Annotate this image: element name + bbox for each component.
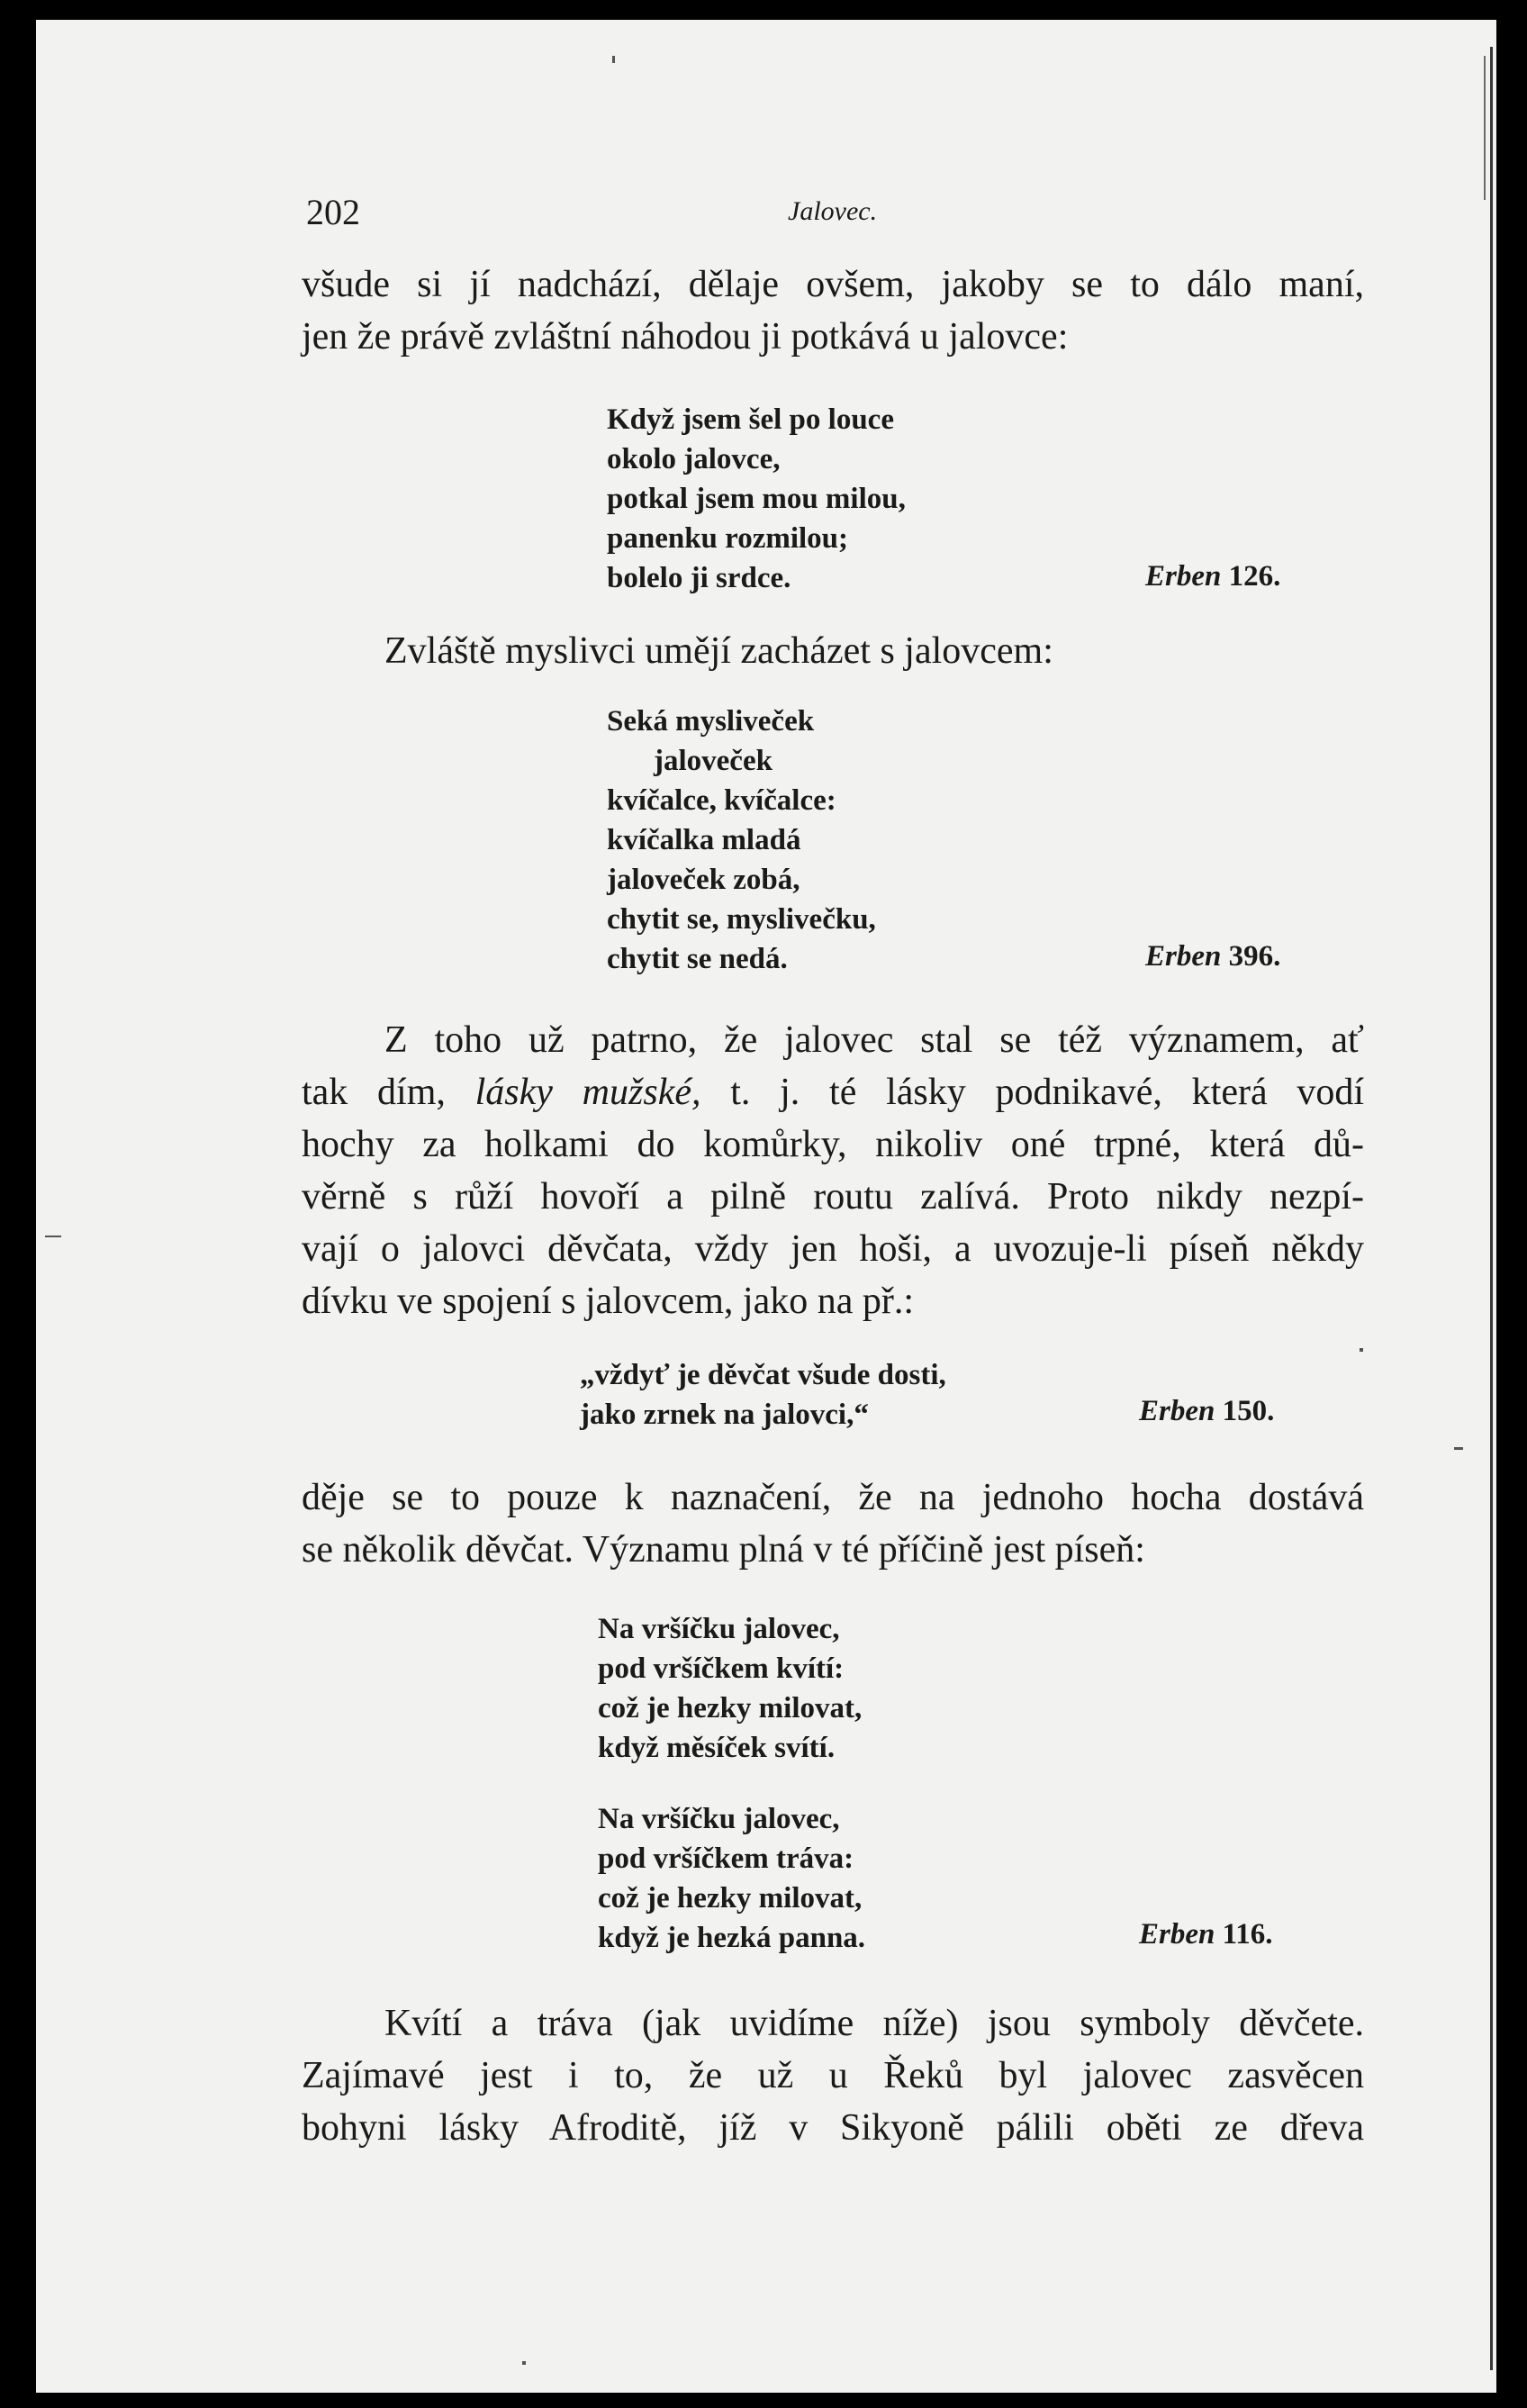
verse-line: Na vršíčku jalovec, [598,1803,840,1835]
verse-line: což je hezky milovat, [598,1692,863,1725]
page-edge-line-inner [1484,56,1486,200]
text-line: Kvítí a tráva (jak uvidíme níže) jsou symboly děvčete. [384,2003,1364,2044]
paragraph-4 [302,1471,1364,1576]
text-line: hochy za holkami do komůrky, nikoliv oné trpné, která dů- [302,1124,1364,1165]
text-line: věrně s růží hovoří a pilně routu zalívá. Proto nikdy nezpí- [302,1176,1364,1218]
text-line-with-emphasis [302,1066,1364,1118]
verse-line: chytit se nedá. [607,943,788,975]
verse-line: pod vršíčkem kvítí: [598,1652,845,1685]
print-speck [612,56,615,63]
verse-line: kvíčalka mladá [607,824,801,856]
citation-5 [1139,1918,1273,1951]
page-header [306,191,1342,236]
citation-number: 396. [1228,940,1281,973]
text-line: Zvláště myslivci umějí zacházet s jalovcem: [384,630,1053,672]
text-line: vají o jalovci děvčata, vždy jen hoši, a uvozuje-li píseň někdy [302,1228,1364,1270]
verse-line: kvíčalce, kvíčalce: [607,784,836,817]
citation-number: 126. [1228,560,1281,593]
citation-2 [1145,940,1280,973]
paragraph-2 [302,625,1364,677]
citation-author: Erben [1145,560,1222,593]
verse-line: což je hezky milovat, [598,1882,863,1915]
verse-3 [580,1355,946,1435]
verse-line: „vždyť je děvčat všude dosti, [580,1359,946,1391]
verse-line: okolo jalovce, [607,443,781,475]
text-line: Z toho už patrno, že jalovec stal se též významem, ať [384,1019,1364,1061]
print-speck [522,2361,526,2365]
print-speck [1454,1447,1463,1450]
print-speck [45,1236,61,1237]
verse-line: Seká mysliveček [607,705,815,738]
verse-line: panenku rozmilou; [607,522,849,555]
text-line: se několik děvčat. Významu plná v té příčině jest píseň: [302,1529,1145,1571]
verse-5 [598,1799,865,1958]
citation-number: 150. [1222,1395,1275,1427]
text-line: děje se to pouze k naznačení, že na jednoho hocha dostává [302,1477,1364,1518]
verse-line: Na vršíčku jalovec, [598,1613,840,1645]
verse-line: bolelo ji srdce. [607,562,791,594]
text-line: všude si jí nadchází, dělaje ovšem, jakoby se to dálo maní, [302,264,1364,305]
verse-line: jaloveček [654,745,773,777]
verse-4 [598,1609,862,1768]
page-number: 202 [306,192,360,232]
verse-line: jako zrnek na jalovci,“ [580,1399,869,1431]
citation-author: Erben [1139,1918,1215,1951]
text-line: bohyni lásky Afroditě, jíž v Sikyoně pálili oběti ze dřeva [302,2107,1364,2149]
verse-line: pod vršíčkem tráva: [598,1842,854,1875]
text-fragment: t. j. té lásky podnikavé, která vodí [730,1072,1365,1113]
text-line: dívku ve spojení s jalovcem, jako na př.: [302,1281,915,1322]
citation-author: Erben [1145,940,1222,973]
paragraph-1 [302,258,1364,363]
verse-line: potkal jsem mou milou, [607,483,906,515]
text-fragment: tak dím, [302,1072,446,1113]
verse-2 [607,702,876,979]
emphasized-phrase: lásky mužské, [474,1072,701,1113]
citation-1 [1145,560,1280,593]
citation-author: Erben [1139,1395,1215,1427]
verse-1 [607,400,906,598]
text-line: Zajímavé jest i to, že už u Řeků byl jalovec zasvěcen [302,2055,1364,2096]
verse-line: když je hezká panna. [598,1922,866,1954]
verse-line: když měsíček svítí. [598,1732,836,1764]
paragraph-3 [302,1014,1364,1327]
text-line: jen že právě zvláštní náhodou ji potkává u jalovce: [302,316,1069,358]
running-head: Jalovec. [788,196,878,226]
citation-number: 116. [1222,1918,1273,1951]
paragraph-5 [302,1997,1364,2154]
citation-3 [1139,1395,1274,1428]
verse-line: Když jsem šel po louce [607,403,894,436]
page-edge-line [1490,47,1493,2370]
print-speck [1360,1348,1363,1352]
verse-line: chytit se, myslivečku, [607,903,876,936]
book-page [36,20,1496,2393]
verse-line: jaloveček zobá, [607,864,800,896]
